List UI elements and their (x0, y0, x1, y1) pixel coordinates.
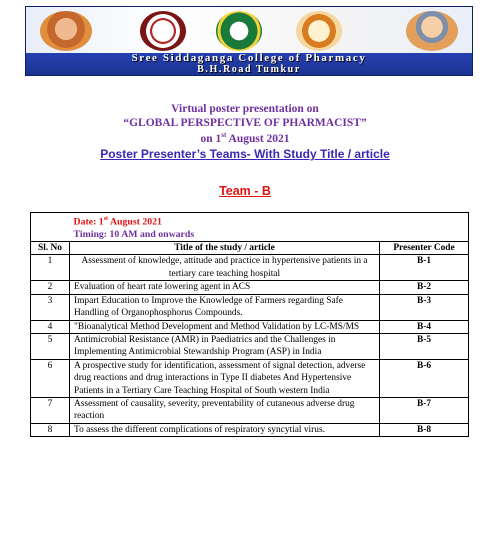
schedule-timing: Timing: 10 AM and onwards (73, 228, 195, 240)
schedule-cell (70, 213, 469, 242)
row-code: B-8 (380, 423, 469, 436)
event-intro: Virtual poster presentation on (171, 103, 319, 115)
table-row (31, 423, 469, 436)
table-header-row (31, 242, 469, 255)
row-code: B-2 (380, 281, 469, 294)
schedule-row (31, 213, 469, 242)
row-title: Assessment of knowledge, attitude and practice in hypertensive patients in a tertiary care teaching hospital (70, 255, 380, 281)
trust-emblem-icon (296, 11, 342, 51)
pharmacy-rx-logo-icon: Rx (216, 11, 262, 51)
row-code: B-7 (380, 397, 469, 423)
row-sl: 4 (31, 320, 70, 333)
row-sl: 6 (31, 359, 70, 397)
table-row (31, 359, 469, 397)
row-title: Antimicrobial Resistance (AMR) in Paediatrics and the Challenges in Implementing Antimicrobial Stewardship Program (ASP) in India (70, 333, 380, 359)
college-seal-icon (140, 11, 186, 51)
team-heading: Team - B (219, 184, 271, 198)
college-address: B.H.Road Tumkur (197, 64, 301, 75)
row-title: "Bioanalytical Method Development and Method Validation by LC-MS/MS (70, 320, 380, 333)
event-date: on 1st August 2021 (200, 131, 290, 145)
row-sl: 1 (31, 255, 70, 281)
row-sl: 2 (31, 281, 70, 294)
header-sl-no: Sl. No (31, 242, 70, 255)
row-sl: 5 (31, 333, 70, 359)
row-code: B-6 (380, 359, 469, 397)
college-banner (25, 6, 473, 76)
header-title: Title of the study / article (70, 242, 380, 255)
row-code: B-4 (380, 320, 469, 333)
row-title: To assess the different complications of respiratory syncytial virus. (70, 423, 380, 436)
row-title: A prospective study for identification, assessment of signal detection, adverse drug reactions and drug interactions in Type II diabetes And Hypertensive Patients in a Tertiary Care Teaching Hospital of South western India (70, 359, 380, 397)
table-row (31, 281, 469, 294)
row-sl: 3 (31, 294, 70, 320)
row-title: Evaluation of heart rate lowering agent in ACS (70, 281, 380, 294)
table-row (31, 255, 469, 281)
table-row (31, 397, 469, 423)
college-name: Sree Siddaganga College of Pharmacy (131, 52, 367, 64)
schedule-date: Date: 1st August 2021 (73, 216, 162, 228)
swamiji-portrait-icon (406, 11, 458, 51)
table-row (31, 320, 469, 333)
event-theme: “GLOBAL PERSPECTIVE OF PHARMACIST” (123, 117, 367, 129)
row-title: Assessment of causality, severity, preventability of cutaneous adverse drug reaction (70, 397, 380, 423)
page-subtitle: Poster Presenter’s Teams- With Study Title / article (100, 147, 390, 161)
row-sl: 7 (31, 397, 70, 423)
row-code: B-5 (380, 333, 469, 359)
row-title: Impart Education to Improve the Knowledge of Farmers regarding Safe Handling of Organophosphorus Compounds. (70, 294, 380, 320)
studies-table (30, 212, 469, 437)
row-sl: 8 (31, 423, 70, 436)
table-row (31, 294, 469, 320)
row-code: B-1 (380, 255, 469, 281)
table-row (31, 333, 469, 359)
row-code: B-3 (380, 294, 469, 320)
header-presenter-code: Presenter Code (380, 242, 469, 255)
founder-portrait-icon (40, 11, 92, 51)
